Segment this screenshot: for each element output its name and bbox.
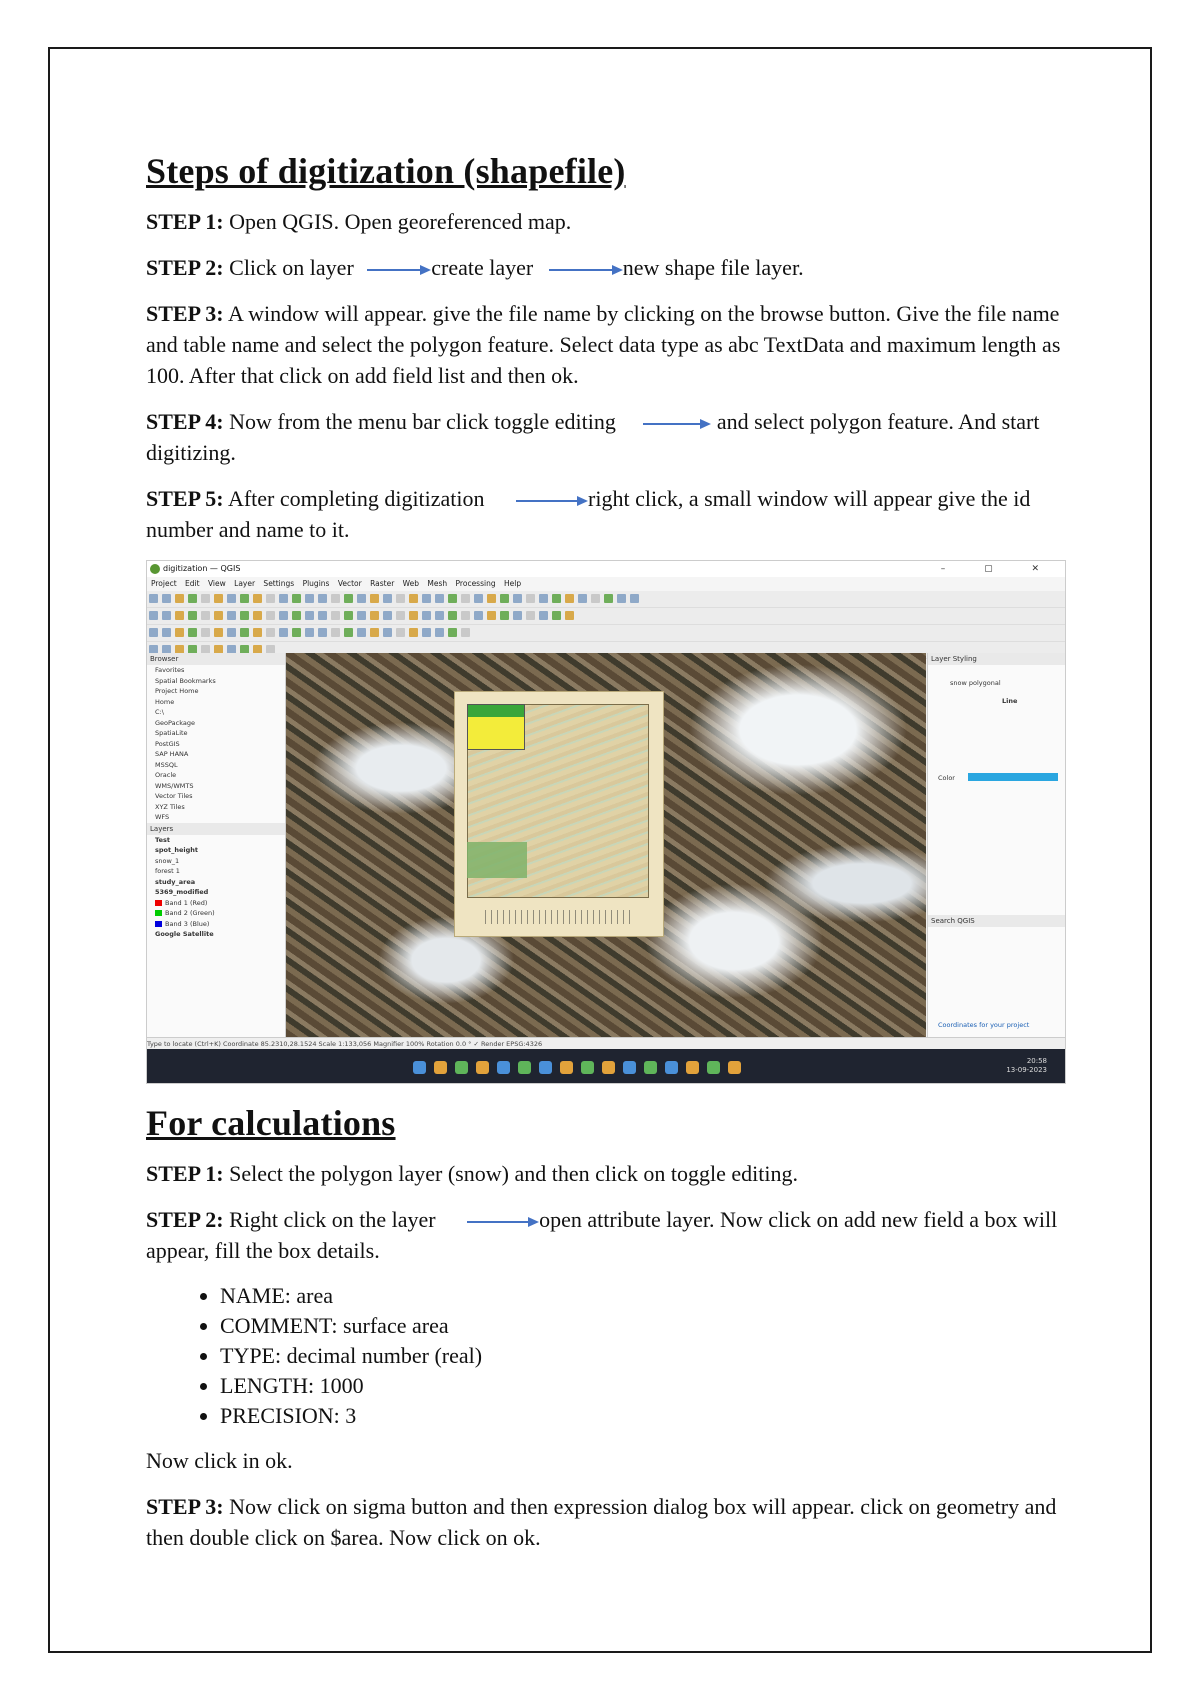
list-item[interactable]: GeoPackage [155,718,195,727]
list-item: • NAME: area [220,1281,1066,1311]
layer-item[interactable]: snow_1 [155,856,180,865]
band-label: Band 1 (Red) [165,898,208,907]
menu-bar[interactable]: Project Edit View Layer Settings Plugins Vector Raster Web Mesh Processing Help [147,577,1065,591]
list-item[interactable]: Favorites [155,666,185,674]
layer-item[interactable]: Test [155,835,170,844]
list-item: • PRECISION: 3 [220,1401,1066,1431]
band-item-red [147,898,285,909]
app-icon[interactable] [623,1061,636,1074]
layer-item[interactable]: study_area [155,877,196,886]
calc-step-1 [146,1158,1066,1189]
list-item[interactable]: Spatial Bookmarks [155,676,216,685]
layer-styling-title: Layer Styling [928,653,1066,665]
clock-time: 20:58 [1026,1057,1047,1065]
document-body [146,140,1066,1568]
list-item[interactable]: MSSQL [155,760,178,769]
list-item[interactable]: Vector Tiles [155,792,193,800]
start-icon[interactable] [413,1061,426,1074]
georeferenced-map-sheet [454,691,664,937]
step-label: STEP 3: [146,1494,224,1519]
left-dock [147,653,286,1037]
band-label: Band 2 (Green) [165,909,215,917]
browser-panel-title: Browser [147,653,285,665]
app-icon[interactable] [497,1061,510,1074]
qgis-logo-icon [150,564,160,574]
search-icon[interactable] [434,1061,447,1074]
step-5 [146,483,1066,545]
field-details-list [146,1281,1066,1431]
taskbar-icons[interactable] [409,1059,745,1078]
layer-item[interactable]: 5369_modified [155,888,209,896]
step-label: STEP 2: [146,255,224,280]
band-item-green [147,908,285,919]
list-item[interactable]: SpatiaLite [155,729,188,737]
toolbar-row-1[interactable] [147,591,1065,608]
app-icon[interactable] [686,1061,699,1074]
app-icon[interactable] [581,1061,594,1074]
app-icon[interactable] [707,1061,720,1074]
green-swatch-icon [155,910,162,916]
search-panel-title: Search QGIS [928,915,1066,927]
step-text: Right click on the layer [229,1207,436,1232]
map-inset [467,704,525,750]
app-icon[interactable] [455,1061,468,1074]
color-picker[interactable] [968,773,1058,781]
layers-tree[interactable] [147,835,285,940]
list-item[interactable]: WFS [155,813,170,821]
layer-item[interactable]: spot_height [155,846,198,854]
list-item[interactable]: Home [155,697,175,706]
forest-area [467,842,527,878]
layer-item[interactable]: forest 1 [155,867,180,875]
app-icon[interactable] [644,1061,657,1074]
calc-step-2 [146,1204,1066,1266]
app-icon[interactable] [728,1061,741,1074]
toolbar-row-3[interactable] [147,625,1065,642]
list-item[interactable]: Project Home [155,687,199,695]
step-text: Select the polygon layer (snow) and then click on toggle editing. [229,1161,798,1186]
map-canvas[interactable] [286,653,926,1037]
section-title-calculations: For calculations [146,1103,396,1143]
app-icon[interactable] [602,1061,615,1074]
arrow-icon [467,1217,539,1227]
list-item: • COMMENT: surface area [220,1311,1066,1341]
status-bar: Type to locate (Ctrl+K) Coordinate 85.2310,28.1524 Scale 1:133,056 Magnifier 100% Rotation 0.0 ° ✓ Render EPSG:4326 [147,1037,1065,1050]
step-label: STEP 1: [146,1161,224,1186]
calc-step-3 [146,1491,1066,1553]
step-label: STEP 1: [146,209,224,234]
step-text: Click on layer [229,255,354,280]
arrow-icon [643,419,711,429]
section-title-digitization: Steps of digitization (shapefile) [146,151,626,191]
taskbar-clock[interactable] [1006,1057,1047,1075]
qgis-screenshot [146,560,1066,1084]
app-icon[interactable] [560,1061,573,1074]
step-label: STEP 3: [146,301,224,326]
window-controls[interactable]: – ▢ ✕ [940,564,1057,574]
panel-note[interactable]: Coordinates for your project [938,1021,1030,1029]
layer-item[interactable]: Google Satellite [155,930,214,938]
step-text: Open QGIS. Open georeferenced map. [229,209,572,234]
symbol-type[interactable]: Line [1002,697,1018,705]
step-text: create layer [431,255,534,280]
red-swatch-icon [155,900,162,906]
app-icon[interactable] [539,1061,552,1074]
window-title: digitization — QGIS [163,564,241,573]
map-scale-bar [485,910,633,924]
step-text: right click, a small window will appear give the id number and name to it. [146,486,1031,542]
blue-swatch-icon [155,921,162,927]
list-item: • LENGTH: 1000 [220,1371,1066,1401]
list-item[interactable]: C:\ [155,708,164,716]
app-icon[interactable] [665,1061,678,1074]
list-item[interactable]: SAP HANA [155,750,189,758]
arrow-icon [367,265,431,275]
right-dock [927,653,1066,1037]
browser-tree[interactable] [147,665,285,823]
styled-layer-name[interactable]: snow polygonal [950,679,1001,687]
list-item[interactable]: PostGIS [155,739,180,748]
color-label: Color [938,774,955,782]
clock-date: 13-09-2023 [1006,1066,1047,1074]
step-text: open attribute layer. Now click on add new field a box will appear, fill the box details. [146,1207,1058,1263]
step-1 [146,206,1066,237]
step-text: A window will appear. give the file name by clicking on the browse button. Give the file name and table name and select the polygon feature. Select data type as abc TextData and maximum length as 100. After that click on add field list and then ok. [146,301,1061,388]
list-item: • TYPE: decimal number (real) [220,1341,1066,1371]
step-label: STEP 4: [146,409,224,434]
step-2 [146,252,1066,283]
step-4 [146,406,1066,468]
step-label: STEP 5: [146,486,224,511]
window-titlebar [147,561,1065,577]
toolbar-row-2[interactable] [147,608,1065,625]
step-text: Now from the menu bar click toggle editing [229,409,616,434]
step-text: and select polygon feature. And start digitizing. [146,409,1040,465]
step-label: STEP 2: [146,1207,224,1232]
list-item[interactable]: Oracle [155,771,177,779]
step-3 [146,298,1066,391]
list-item[interactable]: WMS/WMTS [155,781,194,790]
band-item-blue [147,919,285,930]
arrow-icon [516,496,588,506]
arrow-icon [549,265,623,275]
step-text: new shape file layer. [622,255,804,280]
layers-panel-title: Layers [147,823,285,835]
band-label: Band 3 (Blue) [165,919,210,928]
app-icon[interactable] [476,1061,489,1074]
app-icon[interactable] [518,1061,531,1074]
after-list-text: Now click in ok. [146,1448,293,1473]
step-text: Now click on sigma button and then expression dialog box will appear. click on geometry and then double click on $area. Now click on ok. [146,1494,1057,1550]
list-item[interactable]: XYZ Tiles [155,802,185,811]
step-text: After completing digitization [227,486,485,511]
windows-taskbar [147,1049,1065,1083]
